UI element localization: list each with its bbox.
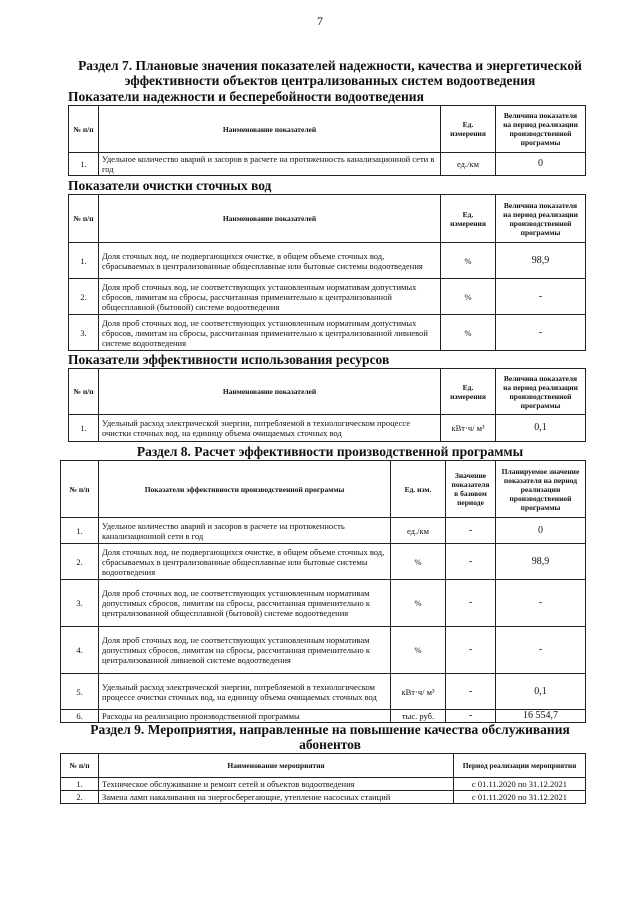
col-header-unit: Ед. изм. [391, 461, 446, 518]
row-name: Доля проб сточных вод, не соответствующих установленным нормативам допустимых сбросов, лимитам на сбросы, рассчитанная применительно к централизованной ливневой системе водоотведения [99, 315, 441, 351]
row-unit: % [441, 243, 496, 279]
section-8-title: Раздел 8. Расчет эффективности производственной программы [136, 444, 524, 459]
section-9-title-line1: Раздел 9. Мероприятия, направленные на повышение качества обслуживания [90, 722, 570, 737]
table-header-row [69, 106, 586, 153]
row-number: 2. [61, 791, 99, 804]
row-name: Удельный расход электрической энергии, потребляемой в технологическом процессе очистки сточных вод, на единицу объема очищаемых сточных вод [99, 415, 441, 442]
col-header-number: № п/п [61, 461, 99, 518]
reliability-heading: Показатели надежности и бесперебойности водоотведения [68, 89, 424, 104]
row-value: - [496, 279, 586, 315]
row-base: - [446, 674, 496, 710]
row-number: 3. [61, 580, 99, 627]
row-name: Доля проб сточных вод, не соответствующих установленным нормативам допустимых сбросов, лимитам на сбросы, рассчитанная применительно к централизованной ливневой системе водоотведения [99, 627, 391, 674]
row-number: 2. [69, 279, 99, 315]
table-header-row [61, 461, 586, 518]
row-number: 1. [61, 778, 99, 791]
row-base: - [446, 710, 496, 723]
table-row [69, 153, 586, 176]
row-unit: % [391, 544, 446, 580]
row-number: 3. [69, 315, 99, 351]
table-row [61, 791, 586, 804]
row-unit: кВт·ч/ м³ [441, 415, 496, 442]
row-unit: % [391, 627, 446, 674]
col-header-value: Величина показателя на период реализации производственной программы [496, 195, 586, 243]
row-value: - [496, 315, 586, 351]
row-plan: 98,9 [496, 544, 586, 580]
row-base: - [446, 627, 496, 674]
row-plan: 16 554,7 [496, 710, 586, 723]
row-name: Доля проб сточных вод, не соответствующих установленным нормативам допустимых сбросов, лимитам на сбросы, рассчитанная применительно к централизованной общесплавной (бытовой) системе водоотведения [99, 580, 391, 627]
measures-table [60, 753, 586, 804]
table-row [61, 627, 586, 674]
row-plan: - [496, 580, 586, 627]
table-header-row [69, 369, 586, 415]
row-number: 6. [61, 710, 99, 723]
table-row [61, 580, 586, 627]
row-period: с 01.11.2020 по 31.12.2021 [454, 778, 586, 791]
row-name: Удельное количество аварий и засоров в расчете на протяженность канализационной сети в год [99, 153, 441, 176]
section-9-title-line2: абонентов [299, 737, 361, 752]
col-header-number: № п/п [69, 195, 99, 243]
table-header-row [69, 195, 586, 243]
col-header-name: Наименование показателей [99, 106, 441, 153]
table-row [61, 710, 586, 723]
table-row [61, 518, 586, 544]
table-row [69, 415, 586, 442]
row-number: 1. [69, 153, 99, 176]
treatment-heading: Показатели очистки сточных вод [68, 178, 272, 193]
row-value: 0 [496, 153, 586, 176]
col-header-number: № п/п [69, 369, 99, 415]
row-name: Расходы на реализацию производственной программы [99, 710, 391, 723]
col-header-plan: Планируемое значение показателя на период реализации производственной программы [496, 461, 586, 518]
col-header-name: Наименование мероприятия [99, 754, 454, 778]
row-name: Удельный расход электрической энергии, потребляемой в технологическом процессе очистки сточных вод, на единицу объема очищаемых сточных вод [99, 674, 391, 710]
page-number: 7 [317, 14, 323, 28]
col-header-name: Показатели эффективности производственной программы [99, 461, 391, 518]
row-name: Доля сточных вод, не подвергающихся очистке, в общем объеме сточных вод, сбрасываемых в централизованные общесплавные или бытовые системы водоотведения [99, 243, 441, 279]
row-unit: ед./км [441, 153, 496, 176]
section-7-title-line1: Раздел 7. Плановые значения показателей надежности, качества и энергетической [78, 58, 582, 73]
table-row [69, 243, 586, 279]
section-7-title-line2: эффективности объектов централизованных систем водоотведения [124, 73, 536, 88]
row-base: - [446, 580, 496, 627]
row-value: 0,1 [496, 415, 586, 442]
reliability-table [68, 105, 586, 176]
col-header-number: № п/п [69, 106, 99, 153]
col-header-value: Величина показателя на период реализации производственной программы [496, 106, 586, 153]
row-number: 4. [61, 627, 99, 674]
row-number: 2. [61, 544, 99, 580]
row-unit: тыс. руб. [391, 710, 446, 723]
row-name: Доля проб сточных вод, не соответствующих установленным нормативам допустимых сбросов, лимитам на сбросы, рассчитанная применительно к централизованной общесплавной (бытовой) системе водоотведения [99, 279, 441, 315]
table-row [69, 315, 586, 351]
col-header-unit: Ед. измерения [441, 369, 496, 415]
row-unit: % [441, 279, 496, 315]
row-name: Доля сточных вод, не подвергающихся очистке, в общем объеме сточных вод, сбрасываемых в централизованные общесплавные или бытовые системы водоотведения [99, 544, 391, 580]
row-base: - [446, 544, 496, 580]
col-header-value: Величина показателя на период реализации производственной программы [496, 369, 586, 415]
col-header-number: № п/п [61, 754, 99, 778]
row-number: 1. [69, 415, 99, 442]
program-efficiency-table [60, 460, 586, 723]
treatment-table [68, 194, 586, 351]
row-name: Замена ламп накаливания на энергосберегающие, утепление насосных станций [99, 791, 454, 804]
row-plan: 0 [496, 518, 586, 544]
row-value: 98,9 [496, 243, 586, 279]
row-name: Удельное количество аварий и засоров в расчете на протяженность канализационной сети в год [99, 518, 391, 544]
row-name: Техническое обслуживание и ремонт сетей и объектов водоотведения [99, 778, 454, 791]
row-period: с 01.11.2020 по 31.12.2021 [454, 791, 586, 804]
row-unit: % [441, 315, 496, 351]
row-number: 5. [61, 674, 99, 710]
row-unit: кВт·ч/ м³ [391, 674, 446, 710]
efficiency-heading: Показатели эффективности использования ресурсов [68, 352, 390, 367]
row-base: - [446, 518, 496, 544]
table-row [61, 674, 586, 710]
col-header-name: Наименование показателей [99, 195, 441, 243]
table-row [69, 279, 586, 315]
col-header-base: Значение показателя в базовом периоде [446, 461, 496, 518]
row-plan: 0,1 [496, 674, 586, 710]
efficiency-table [68, 368, 586, 442]
table-row [61, 544, 586, 580]
table-row [61, 778, 586, 791]
col-header-name: Наименование показателей [99, 369, 441, 415]
row-number: 1. [61, 518, 99, 544]
table-header-row [61, 754, 586, 778]
col-header-unit: Ед. измерения [441, 195, 496, 243]
col-header-period: Период реализации мероприятия [454, 754, 586, 778]
col-header-unit: Ед. измерения [441, 106, 496, 153]
row-unit: ед./км [391, 518, 446, 544]
row-number: 1. [69, 243, 99, 279]
row-plan: - [496, 627, 586, 674]
row-unit: % [391, 580, 446, 627]
